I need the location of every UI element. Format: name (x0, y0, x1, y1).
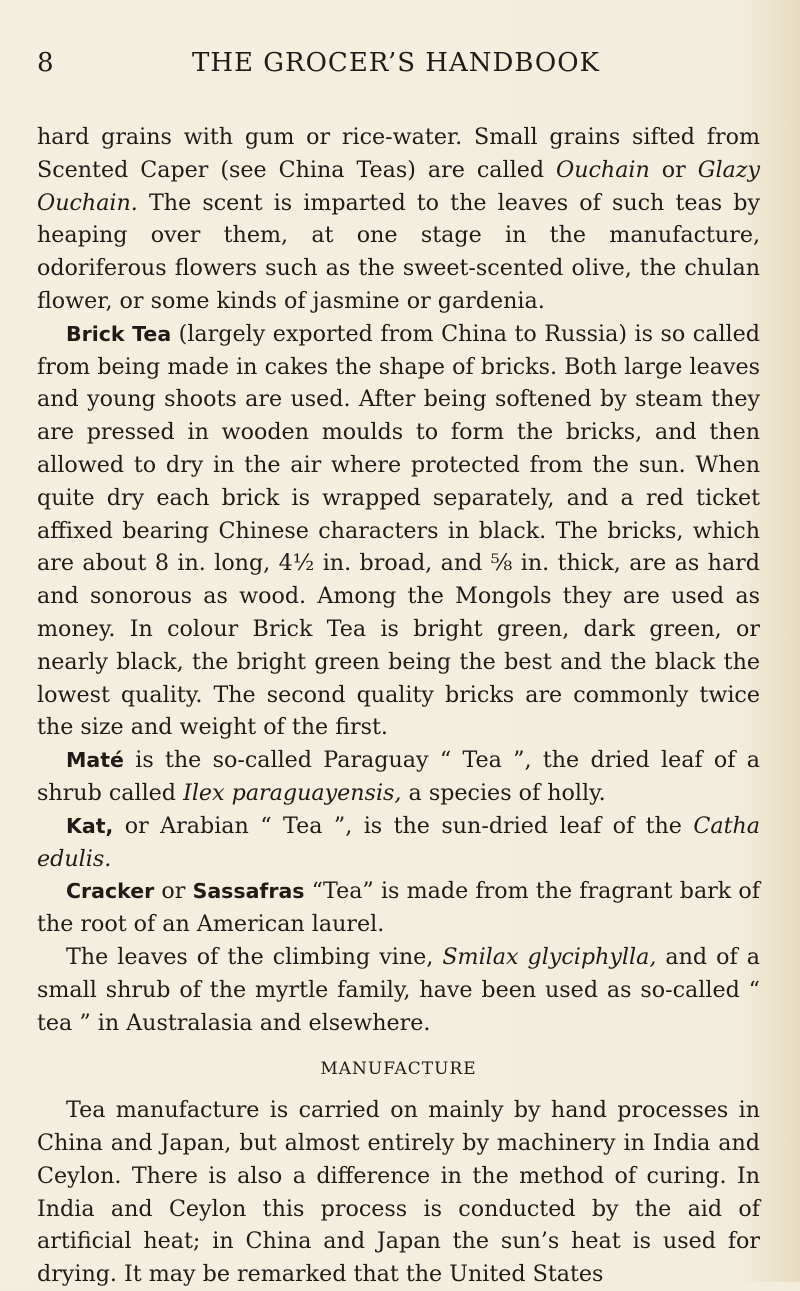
running-head: THE GROCER’S HANDBOOK (192, 48, 600, 78)
text-run: and of a small shrub of the myrtle family, have been used as so-called “ tea ” in Australasia and elsewhere. (37, 943, 760, 1036)
paragraph-kat (37, 810, 760, 876)
paragraph-cracker-sassafras (37, 875, 760, 941)
text-run: The leaves of the climbing vine, (66, 943, 443, 970)
italic-term: Ouchain (556, 156, 650, 183)
text-run: is the so-called Paraguay “ Tea ”, the dried leaf of a shrub called (37, 747, 760, 806)
paragraph-mate (37, 744, 760, 810)
text-run: or (649, 156, 698, 183)
run-in-heading: Brick Tea (66, 321, 172, 346)
run-in-heading: Cracker (66, 879, 155, 904)
run-in-heading: Maté (66, 748, 124, 773)
section-heading: MANUFACTURE (320, 1059, 477, 1080)
body-text (37, 121, 760, 1291)
page-number: 8 (37, 48, 55, 78)
italic-term: Glazy Ouchain. (37, 156, 760, 216)
text-run: hard grains with gum or rice-water. Small grains sifted from Scented Caper (see China Teas) are called (37, 124, 760, 183)
text-run: or (154, 878, 193, 905)
paragraph-smilax (37, 941, 760, 1039)
text-run: (largely exported from China to Russia) is so called from being made in cakes the shape of bricks. Both large leaves and young shoots are used. After being softened by steam they are pressed in wooden moulds to form the bricks, and then allowed to dry in the air where protected from the sun. When quite dry each brick is wrapped separately, and a red ticket affixed bearing Chinese characters in black. The bricks, which are about 8 in. long, 4½ in. broad, and ⅝ in. thick, are as hard and sonorous as wood. Among the Mongols they are used as money. In colour Brick Tea is bright green, dark green, or nearly black, the bright green being the best and the black the lowest quality. The second quality bricks are commonly twice the size and weight of the first. (37, 320, 760, 741)
text-run: The scent is imparted to the leaves of such teas by heaping over them, at one stage in the manufacture, odoriferous flowers such as the sweet-scented olive, the chulan flower, or some kinds of jasmine or gardenia. (37, 189, 760, 314)
text-run: “Tea” is made from the fragrant bark of the root of an American laurel. (37, 878, 760, 938)
text-run: or Arabian “ Tea ”, is the sun-dried leaf of the (113, 812, 694, 839)
paragraph-manufacture: Tea manufacture is carried on mainly by hand processes in China and Japan, but almost entirely by machinery in India and Ceylon. There is also a difference in the method of curing. In India and Ceylon this process is conducted by the aid of artificial heat; in China and Japan the sun’s heat is used for drying. It may be remarked that the United States (37, 1097, 760, 1288)
run-in-heading: Sassafras (192, 879, 305, 904)
paragraph-scented-caper (37, 121, 760, 318)
italic-term: Catha edulis. (37, 812, 760, 872)
paragraph-brick-tea (37, 318, 760, 744)
italic-term: Ilex paraguayensis, (183, 779, 402, 806)
run-in-heading: Kat, (66, 813, 114, 838)
italic-term: Smilax glyciphylla, (442, 943, 657, 970)
page-header (37, 48, 760, 88)
text-run: a species of holly. (401, 779, 606, 806)
